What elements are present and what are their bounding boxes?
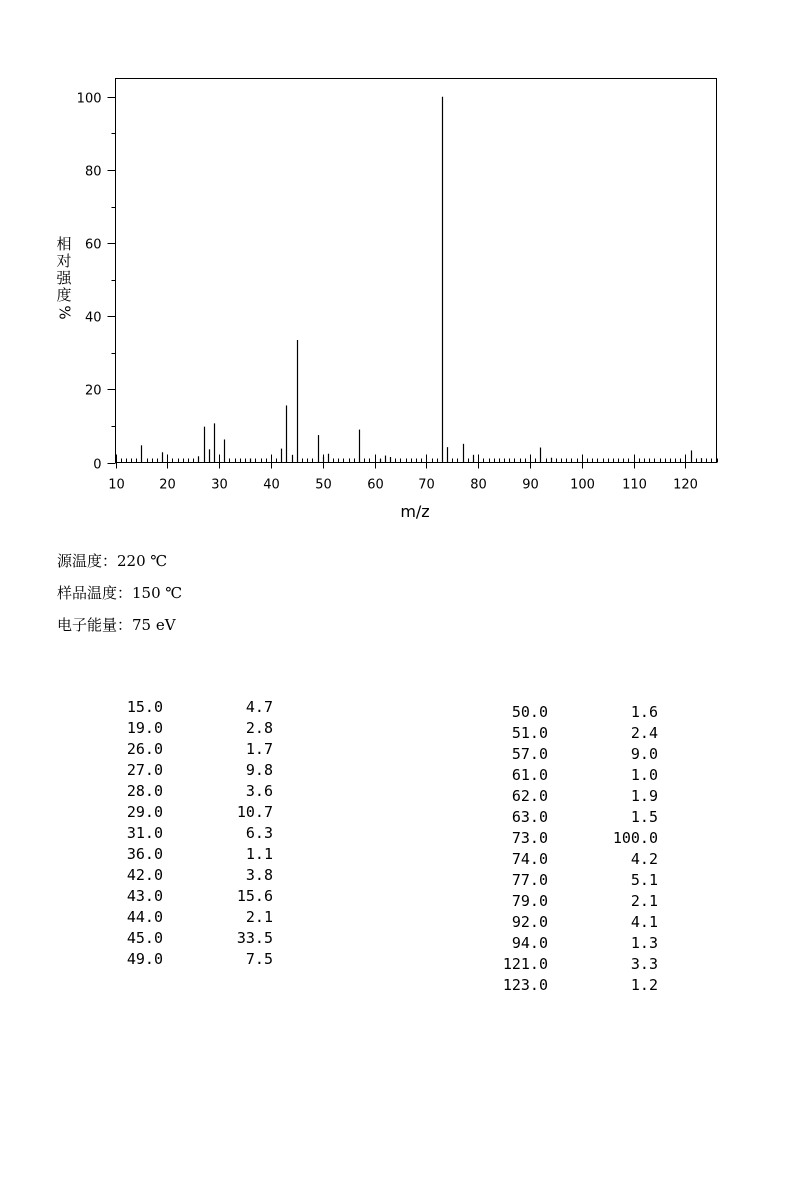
- peak-table-row: [486, 786, 658, 807]
- peak-abundance: 1.9: [630, 787, 658, 805]
- peak-mz: 123.0: [502, 976, 548, 994]
- peak-table-row: [101, 886, 273, 907]
- peak-abundance: 1.1: [245, 845, 273, 863]
- x-axis: [108, 463, 698, 493]
- peak-table-row: [486, 702, 658, 723]
- peak-table-right: [486, 702, 658, 996]
- peak-abundance: 4.7: [245, 698, 273, 716]
- peak-table-row: [101, 844, 273, 865]
- peak-abundance: 33.5: [236, 929, 273, 947]
- peak-abundance: 3.6: [245, 782, 273, 800]
- peak-mz: 57.0: [511, 745, 548, 763]
- peak-mz: 19.0: [126, 719, 163, 737]
- peak-table-row: [486, 849, 658, 870]
- peak-table-row: [101, 781, 273, 802]
- peak-abundance: 2.1: [245, 908, 273, 926]
- peak-abundance: 1.6: [630, 703, 658, 721]
- peak-table-row: [486, 954, 658, 975]
- x-tick-label: 70: [418, 477, 435, 493]
- peak-abundance: 15.6: [236, 887, 273, 905]
- x-tick-label: 100: [570, 477, 595, 493]
- peak-mz: 121.0: [502, 955, 548, 973]
- y-axis-title-char: %: [55, 305, 74, 320]
- peak-abundance: 6.3: [245, 824, 273, 842]
- peak-mz: 26.0: [126, 740, 163, 758]
- peak-mz: 28.0: [126, 782, 163, 800]
- peak-abundance: 3.8: [245, 866, 273, 884]
- x-tick-label: 120: [673, 477, 698, 493]
- peak-abundance: 9.8: [245, 761, 273, 779]
- x-tick-label: 60: [367, 477, 384, 493]
- y-tick-label: 40: [84, 310, 102, 326]
- peak-table-row: [101, 823, 273, 844]
- peak-mz: 79.0: [511, 892, 548, 910]
- plot-frame: [116, 79, 717, 463]
- y-axis-title-char: 强: [56, 269, 72, 287]
- peak-mz: 44.0: [126, 908, 163, 926]
- peak-abundance: 1.7: [245, 740, 273, 758]
- peak-table-row: [486, 828, 658, 849]
- y-tick-label: 60: [84, 237, 102, 253]
- y-axis-title-char: 度: [56, 286, 72, 304]
- x-tick-label: 50: [315, 477, 332, 493]
- y-tick-label: 100: [76, 91, 102, 107]
- peak-table-row: [101, 928, 273, 949]
- peak-table-row: [486, 723, 658, 744]
- y-axis-title-char: 对: [56, 252, 72, 270]
- peak-table-row: [486, 870, 658, 891]
- x-tick-label: 90: [522, 477, 539, 493]
- peak-table-row: [101, 949, 273, 970]
- peak-mz: 94.0: [511, 934, 548, 952]
- x-tick-label: 10: [108, 477, 125, 493]
- y-axis-title-char: 相: [56, 235, 72, 253]
- x-tick-label: 40: [263, 477, 280, 493]
- peak-mz: 73.0: [511, 829, 548, 847]
- peak-table-row: [486, 765, 658, 786]
- x-tick-label: 30: [211, 477, 228, 493]
- x-minor-ticks: [117, 455, 718, 463]
- peak-abundance: 10.7: [236, 803, 273, 821]
- peak-abundance: 1.3: [630, 934, 658, 952]
- peak-mz: 29.0: [126, 803, 163, 821]
- sample-temperature: 样品温度：150 ℃: [57, 584, 183, 602]
- peak-mz: 62.0: [511, 787, 548, 805]
- peak-abundance: 1.2: [630, 976, 658, 994]
- x-axis-title: m/z: [400, 502, 430, 521]
- peak-table-row: [101, 739, 273, 760]
- peak-mz: 51.0: [511, 724, 548, 742]
- peak-abundance: 1.0: [630, 766, 658, 784]
- peak-abundance: 2.4: [630, 724, 658, 742]
- x-tick-label: 80: [470, 477, 487, 493]
- y-tick-label: 0: [93, 457, 102, 473]
- peak-mz: 45.0: [126, 929, 163, 947]
- source-temperature: 源温度：220 ℃: [57, 552, 168, 570]
- peak-abundance: 2.8: [245, 719, 273, 737]
- peak-table-row: [101, 718, 273, 739]
- peak-abundance: 2.1: [630, 892, 658, 910]
- peak-abundance: 7.5: [245, 950, 273, 968]
- peak-abundance: 4.1: [630, 913, 658, 931]
- peak-mz: 74.0: [511, 850, 548, 868]
- peak-table-row: [486, 744, 658, 765]
- peak-table-row: [486, 807, 658, 828]
- peak-abundance: 3.3: [630, 955, 658, 973]
- peak-table-row: [486, 891, 658, 912]
- x-tick-label: 110: [622, 477, 647, 493]
- peak-mz: 42.0: [126, 866, 163, 884]
- peak-mz: 92.0: [511, 913, 548, 931]
- peak-bars: [142, 97, 702, 463]
- peak-table-row: [101, 865, 273, 886]
- electron-energy: 电子能量：75 eV: [57, 616, 176, 634]
- peak-table-left: [101, 697, 273, 970]
- peak-mz: 27.0: [126, 761, 163, 779]
- peak-abundance: 1.5: [630, 808, 658, 826]
- peak-mz: 50.0: [511, 703, 548, 721]
- peak-abundance: 9.0: [630, 745, 658, 763]
- peak-table-row: [101, 907, 273, 928]
- peak-mz: 43.0: [126, 887, 163, 905]
- peak-table-row: [486, 975, 658, 996]
- peak-table-row: [486, 933, 658, 954]
- y-axis: [77, 92, 116, 473]
- x-tick-label: 20: [159, 477, 176, 493]
- y-tick-label: 20: [84, 383, 102, 399]
- peak-table-row: [101, 802, 273, 823]
- peak-abundance: 5.1: [630, 871, 658, 889]
- y-axis-title: [55, 236, 73, 321]
- peak-table-row: [486, 912, 658, 933]
- mass-spectrum-chart: [0, 0, 794, 540]
- peak-mz: 15.0: [126, 698, 163, 716]
- peak-mz: 63.0: [511, 808, 548, 826]
- y-tick-label: 80: [84, 164, 102, 180]
- peak-mz: 31.0: [126, 824, 163, 842]
- peak-mz: 49.0: [126, 950, 163, 968]
- peak-abundance: 4.2: [630, 850, 658, 868]
- peak-table-row: [101, 697, 273, 718]
- measurement-conditions: [57, 551, 182, 647]
- peak-table-row: [101, 760, 273, 781]
- peak-mz: 36.0: [126, 845, 163, 863]
- peak-abundance: 100.0: [612, 829, 658, 847]
- peak-mz: 77.0: [511, 871, 548, 889]
- peak-mz: 61.0: [511, 766, 548, 784]
